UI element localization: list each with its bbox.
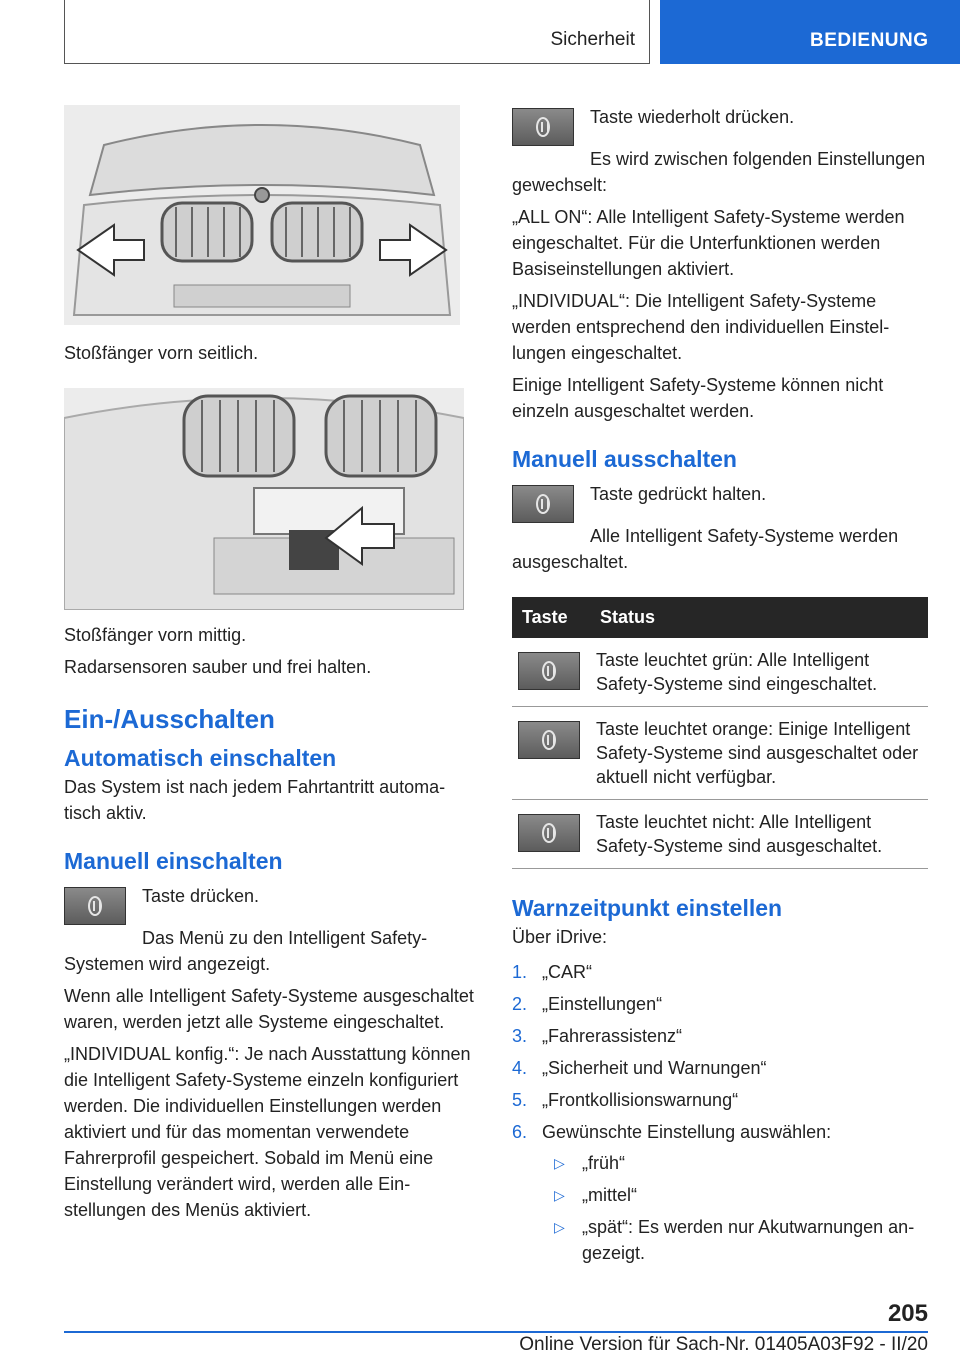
triangle-bullet-icon: ▷ [554,1187,565,1203]
list-item: 3. „Fahrerassistenz“ [512,1026,683,1046]
repeat-press-text: Taste wiederholt drücken. [590,107,795,127]
heading-on-off: Ein-/Ausschalten [64,704,275,734]
table-row [512,638,928,707]
caption-center: Stoßfänger vorn mittig. [64,625,247,645]
chapter-tab[interactable]: BEDIENUNG [660,0,960,64]
safety-button-icon [542,730,556,750]
list-item: ▷ „mittel“ [542,1182,928,1208]
triangle-bullet-icon: ▷ [554,1155,565,1171]
table-header-taste: Taste [512,597,590,638]
safety-button[interactable] [512,108,574,146]
some-systems-text: Einige Intelligent Safety-Systeme können nicht einzeln ausgeschaltet werden. [512,375,884,421]
individual-config-text: „INDIVIDUAL konfig.“: Je nach Ausstattung können die Intelligent Safety-Systeme einzeln konfiguriert werden. Die individuellen Einstellungen werden aktiviert und für das momentan verwendete Fahrerprofil gespeichert. Sobald im Menü eine Einstellung verändert wird, werden alle Einstellungen des Menüs aktiviert. [64,1044,471,1220]
heading-auto-on: Automatisch einschalten [64,745,337,771]
safety-button-icon [542,823,556,843]
all-off-text: Alle Intelligent Safety-Systeme werden ausgeschaltet. [512,526,899,572]
car-front-center-photo [64,388,464,610]
footer-divider [64,1331,928,1333]
switch-settings-text: Es wird zwischen folgenden Einstellungen gewechselt: [512,149,926,195]
list-item: ▷ „spät“: Es werden nur Akutwarnungen angezeigt. [542,1214,928,1266]
list-item: 5. „Frontkollisionswarnung“ [512,1090,739,1110]
status-cell: Taste leuchtet orange: Einige Intelligent Safety-Systeme sind ausgeschaltet oder aktuell nicht verfügbar. [590,707,928,800]
list-item: 2. „Einstellungen“ [512,994,663,1014]
safety-button-icon [536,117,550,137]
list-item: 1. „CAR“ [512,962,592,982]
individual-text: „INDIVIDUAL“: Die Intelligent Safety-Systeme werden entsprechend den individuellen Einstellungen eingeschaltet. [512,291,890,363]
heading-manual-off: Manuell ausschalten [512,446,737,472]
safety-button-icon [536,494,550,514]
list-item: ▷ „früh“ [542,1150,928,1176]
safety-button-icon [542,661,556,681]
safety-button-orange [518,721,580,759]
all-on-text: „ALL ON“: Alle Intelligent Safety-Systeme werden eingeschaltet. Für die Unterfunktionen werden Basiseinstellungen aktiviert. [512,207,905,279]
footer-text: Online Version für Sach-Nr. 01405A03F92 - II/20 [519,1334,928,1355]
auto-on-text: Das System ist nach jedem Fahrtantritt automatisch aktiv. [64,777,446,823]
caption-side: Stoßfänger vorn seitlich. [64,343,259,363]
safety-button-green [518,652,580,690]
steps-list [512,956,928,1266]
triangle-bullet-icon: ▷ [554,1219,565,1235]
heading-warning-time: Warnzeitpunkt einstellen [512,895,783,921]
table-row [512,707,928,800]
section-title: Sicherheit [550,29,635,50]
hold-button-text: Taste gedrückt halten. [590,484,767,504]
clean-sensors-note: Radarsensoren sauber und frei halten. [64,657,372,677]
status-table [512,597,928,869]
menu-shown-text: Das Menü zu den Intelligent Safety-Systemen wird angezeigt. [64,928,428,974]
safety-button-icon [88,896,102,916]
list-item: 4. „Sicherheit und Warnungen“ [512,1058,767,1078]
car-front-side-photo [64,105,460,325]
page-number: 205 [887,1300,928,1327]
idrive-text: Über iDrive: [512,927,608,947]
table-header-status: Status [590,597,928,638]
heading-manual-on: Manuell einschalten [64,848,283,874]
header-section-box [64,0,650,64]
sub-options-list [542,1150,928,1266]
safety-button[interactable] [64,887,126,925]
status-cell: Taste leuchtet grün: Alle Intelligent Safety-Systeme sind eingeschaltet. [590,638,928,707]
status-cell: Taste leuchtet nicht: Alle Intelligent Safety-Systeme sind ausgeschaltet. [590,800,928,869]
safety-button[interactable] [512,485,574,523]
all-systems-text: Wenn alle Intelligent Safety-Systeme ausgeschaltet waren, werden jetzt alle Systeme eingeschaltet. [64,986,474,1032]
press-button-text: Taste drücken. [142,886,260,906]
list-item: 6. Gewünschte Einstellung auswählen: ▷ „früh“ ▷ „mittel“ ▷ „spät“: Es werden nur Akutwarnungen angezeigt. [512,1116,928,1266]
safety-button-off [518,814,580,852]
table-row [512,800,928,869]
